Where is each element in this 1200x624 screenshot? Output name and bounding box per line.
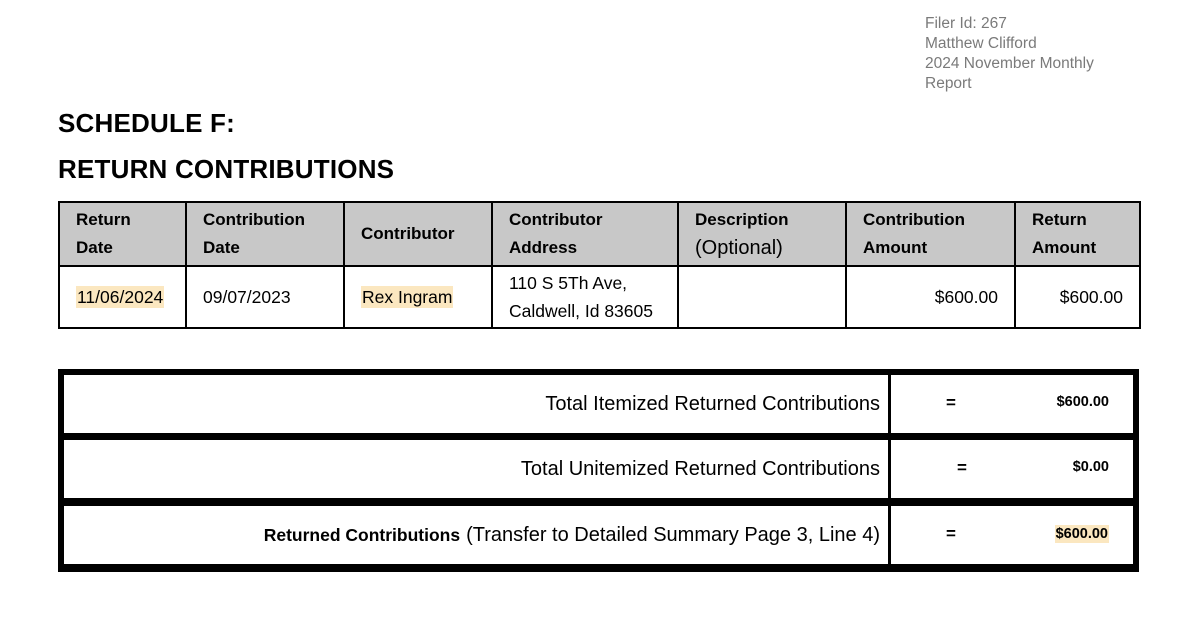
filer-name: Matthew Clifford [925, 35, 1037, 52]
schedule-title: SCHEDULE F: [58, 108, 235, 138]
cell-contributor-address: 110 S 5Th Ave, Caldwell, Id 83605 [492, 266, 678, 328]
report-name-line1: 2024 November Monthly [925, 55, 1094, 72]
header-contribution-date: Contribution Date [186, 202, 344, 266]
cell-contribution-date: 09/07/2023 [186, 266, 344, 328]
returned-contributions-value-cell [891, 506, 1133, 564]
cell-contribution-amount: $600.00 [846, 266, 1015, 328]
cell-return-date: 11/06/2024 [59, 266, 186, 328]
table-row [59, 266, 1140, 328]
itemized-total-label: Total Itemized Returned Contributions [64, 375, 888, 433]
equals-sign: = [957, 458, 967, 477]
header-description: Description (Optional) [678, 202, 846, 266]
unitemized-total-label: Total Unitemized Returned Contributions [64, 440, 888, 498]
header-contribution-amount: Contribution Amount [846, 202, 1015, 266]
unitemized-total-row [64, 440, 1133, 498]
returned-contributions-amount: $600.00 [1055, 526, 1108, 542]
header-return-date: Return Date [59, 202, 186, 266]
header-contributor-address: Contributor Address [492, 202, 678, 266]
cell-description [678, 266, 846, 328]
totals-box [58, 369, 1139, 572]
header-return-amount: Return Amount [1015, 202, 1140, 266]
returned-contributions-row [64, 506, 1133, 564]
header-description-optional: (Optional) [695, 236, 783, 259]
filer-id: Filer Id: 267 [925, 15, 1007, 32]
itemized-total-row [64, 375, 1133, 433]
returned-contributions-label-bold: Returned Contributions [263, 524, 461, 545]
unitemized-total-value-cell [891, 440, 1133, 498]
equals-sign: = [946, 393, 956, 412]
returned-contributions-transfer-note: (Transfer to Detailed Summary Page 3, Line 4) [466, 523, 880, 546]
itemized-total-value-cell [891, 375, 1133, 433]
schedule-subtitle: RETURN CONTRIBUTIONS [58, 154, 395, 184]
equals-sign: = [946, 524, 956, 543]
return-contributions-table [58, 201, 1141, 329]
cell-contributor: Rex Ingram [344, 266, 492, 328]
filer-info [925, 14, 1125, 94]
cell-return-amount: $600.00 [1015, 266, 1140, 328]
table-header-row [59, 202, 1140, 266]
header-contributor: Contributor [344, 202, 492, 266]
itemized-total-amount: $600.00 [1056, 394, 1109, 410]
returned-contributions-label [64, 506, 888, 564]
unitemized-total-amount: $0.00 [1072, 459, 1109, 475]
report-name-line2: Report [925, 75, 972, 92]
